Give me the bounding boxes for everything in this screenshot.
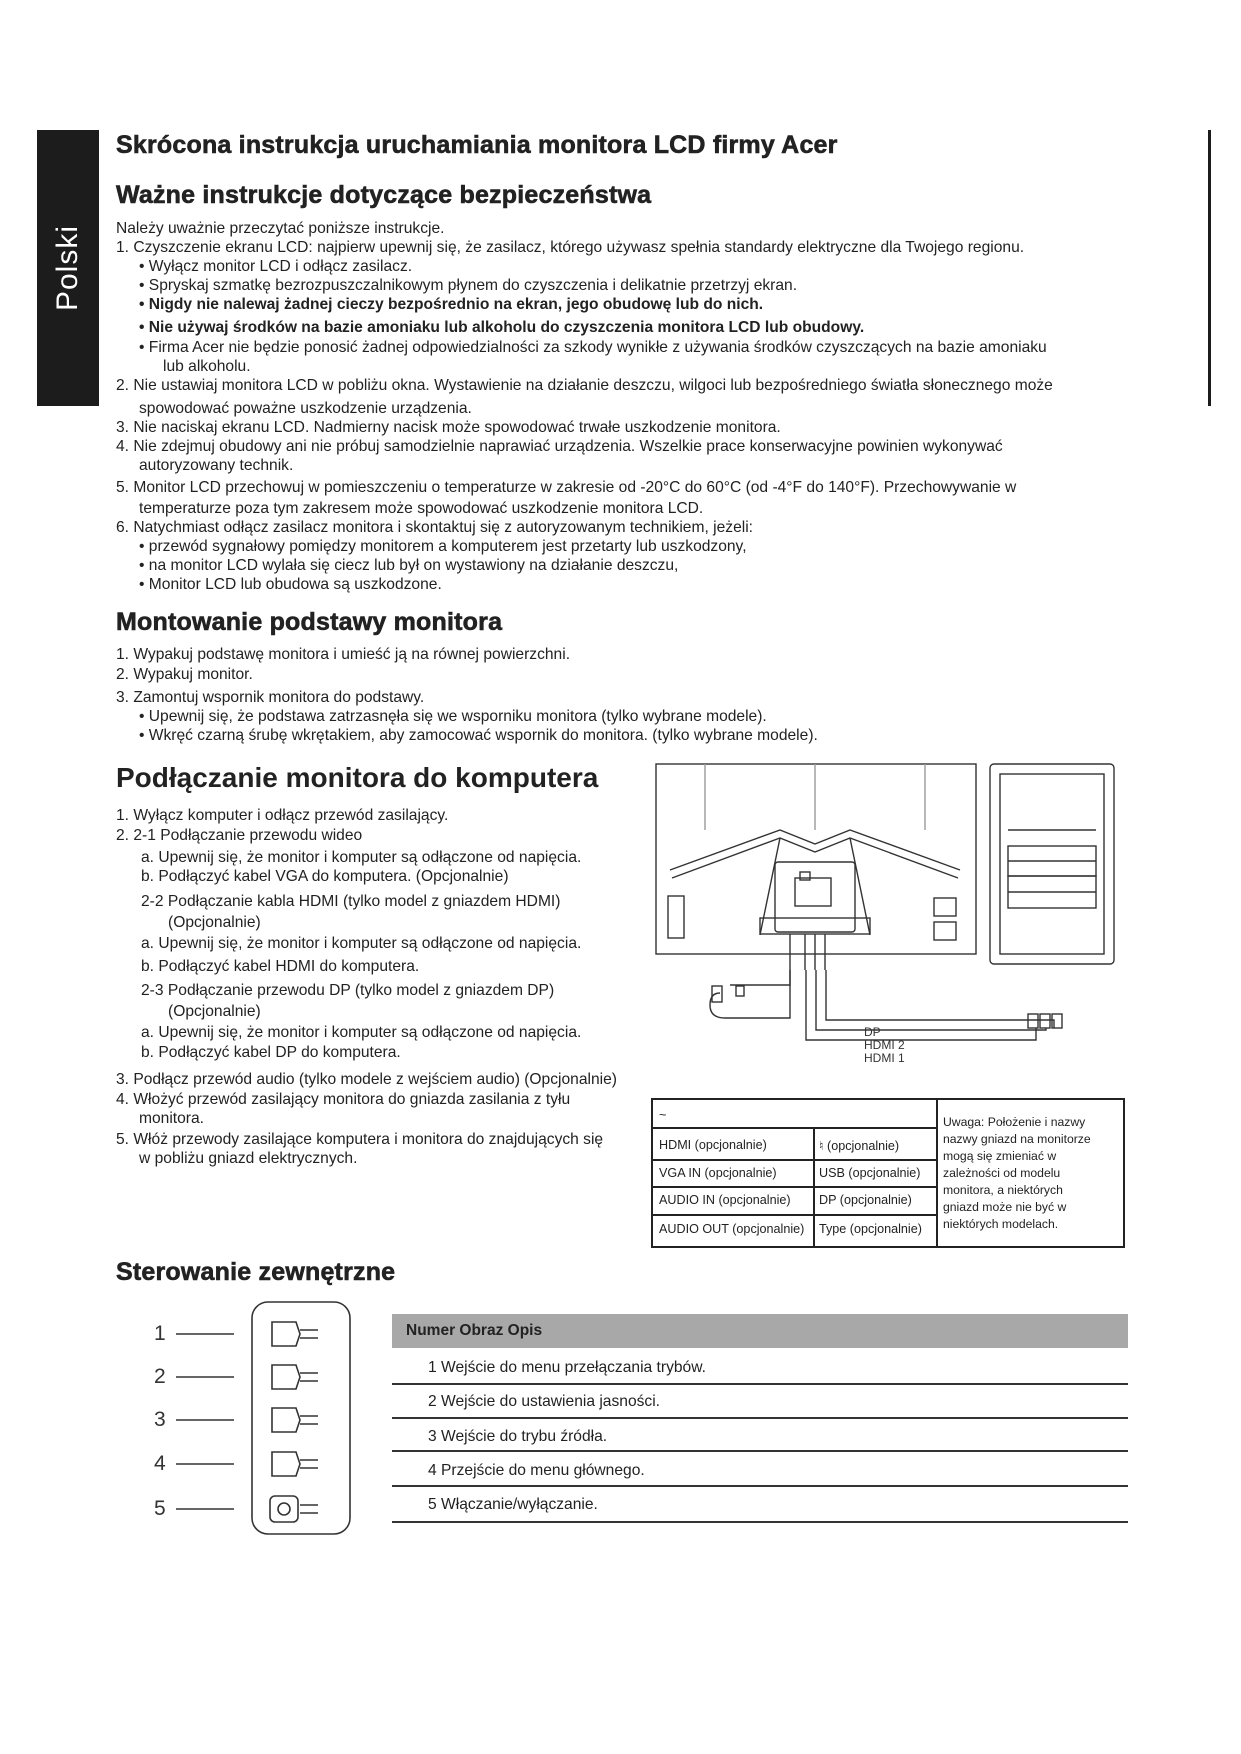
safety-item-1-bullet-5: • Firma Acer nie będzie ponosić żadnej odpowiedzialności za szkody wynikłe z używania środków czyszczących na bazie amoniaku	[139, 339, 1047, 356]
control-number: 4	[154, 1452, 166, 1475]
connect-step-5: 5. Włóż przewody zasilające komputera i monitora do znajdujących się	[116, 1131, 604, 1148]
connect-step-2-2: 2-2 Podłączanie kabla HDMI (tylko model z gniazdem HDMI)	[141, 893, 561, 910]
port-usb: USB (opcjonalnie)	[819, 1166, 921, 1180]
controls-row-divider	[392, 1521, 1128, 1523]
safety-item-2-cont: spowodować poważne uszkodzenie urządzenia.	[139, 400, 472, 417]
connect-heading: Podłączanie monitora do komputera	[116, 762, 599, 793]
control-number: 1	[154, 1322, 166, 1345]
safety-item-1-bullet-3: • Nigdy nie nalewaj żadnej cieczy bezpośrednio na ekran, jego obudowę lub do nich.	[139, 296, 764, 313]
safety-item-4-cont: autoryzowany technik.	[139, 457, 294, 474]
controls-row-3: 3 Wejście do trybu źródła.	[428, 1428, 608, 1445]
port-note-line: mogą się zmieniać w	[943, 1149, 1057, 1163]
connect-step-2: 2. 2-1 Podłączanie przewodu wideo	[116, 827, 363, 844]
connect-step-2-3b: b. Podłączyć kabel DP do komputera.	[141, 1044, 401, 1061]
safety-item-1-bullet-2: • Spryskaj szmatkę bezrozpuszczalnikowym płynem do czyszczenia i delikatnie przetrzyj ekran.	[139, 277, 798, 294]
safety-item-1-bullet-1: • Wyłącz monitor LCD i odłącz zasilacz.	[139, 258, 413, 275]
controls-row-2: 2 Wejście do ustawienia jasności.	[428, 1393, 661, 1410]
diagram-label-hdmi2: HDMI 2	[864, 1038, 905, 1052]
stand-step-3: 3. Zamontuj wspornik monitora do podstawy.	[116, 689, 425, 706]
port-note-line: Uwaga: Położenie i nazwy	[943, 1115, 1086, 1129]
port-headphone-label: (opcjonalnie)	[827, 1139, 900, 1153]
controls-row-5: 5 Włączanie/wyłączanie.	[428, 1496, 598, 1513]
connection-diagram	[650, 760, 1130, 1070]
port-table	[651, 1098, 1125, 1248]
controls-row-1: 1 Wejście do menu przełączania trybów.	[428, 1359, 706, 1376]
connect-step-2-1b: b. Podłączyć kabel VGA do komputera. (Opcjonalnie)	[141, 868, 509, 885]
language-label: Polski	[51, 224, 84, 312]
safety-item-6-bullet-1: • przewód sygnałowy pomiędzy monitorem a komputerem jest przetarty lub uszkodzony,	[139, 538, 747, 555]
port-audio-in: AUDIO IN (opcjonalnie)	[659, 1193, 791, 1207]
safety-item-4: 4. Nie zdejmuj obudowy ani nie próbuj samodzielnie naprawiać urządzenia. Wszelkie prace konserwacyjne powinien wykonywać	[116, 438, 1003, 455]
connect-step-5-cont: w pobliżu gniazd elektrycznych.	[139, 1150, 358, 1167]
stand-step-2: 2. Wypakuj monitor.	[116, 666, 253, 683]
controls-table-header-label: Numer Obraz Opis	[406, 1322, 543, 1339]
connect-step-4: 4. Włożyć przewód zasilający monitora do gniazda zasilania z tyłu	[116, 1091, 571, 1108]
port-headphone	[819, 1138, 899, 1153]
port-dp: DP (opcjonalnie)	[819, 1193, 912, 1207]
controls-heading: Sterowanie zewnętrzne	[116, 1258, 396, 1286]
stand-step-1: 1. Wypakuj podstawę monitora i umieść ją na równej powierzchni.	[116, 646, 571, 663]
safety-item-5-cont: temperaturze poza tym zakresem może spowodować uszkodzenie monitora LCD.	[139, 500, 704, 517]
safety-item-6-bullet-2: • na monitor LCD wylała się ciecz lub był on wystawiony na działanie deszczu,	[139, 557, 679, 574]
connect-step-2-3-cont: (Opcjonalnie)	[168, 1003, 261, 1020]
port-vga-in: VGA IN (opcjonalnie)	[659, 1166, 777, 1180]
connect-step-2-2-cont: (Opcjonalnie)	[168, 914, 261, 931]
port-note-line: nazwy gniazd na monitorze	[943, 1132, 1091, 1146]
port-note-line: niektórych modelach.	[943, 1217, 1059, 1231]
control-number: 2	[154, 1365, 166, 1388]
connect-step-3: 3. Podłącz przewód audio (tylko modele z wejściem audio) (Opcjonalnie)	[116, 1071, 617, 1088]
diagram-label-hdmi1: HDMI 1	[864, 1051, 905, 1065]
safety-item-1: 1. Czyszczenie ekranu LCD: najpierw upewnij się, że zasilacz, którego używasz spełnia standardy elektryczne dla Twojego regionu.	[116, 239, 1025, 256]
stand-step-3-bullet-2: • Wkręć czarną śrubę wkrętakiem, aby zamocować wspornik do monitora. (tylko wybrane modele).	[139, 727, 818, 744]
stand-step-3-bullet-1: • Upewnij się, że podstawa zatrzasnęła się we wsporniku monitora (tylko wybrane modele).	[139, 708, 767, 725]
port-note-line: zależności od modelu	[943, 1166, 1061, 1180]
connect-step-2-3a: a. Upewnij się, że monitor i komputer są odłączone od napięcia.	[141, 1024, 582, 1041]
controls-row-divider	[392, 1450, 1128, 1452]
port-audio-out: AUDIO OUT (opcjonalnie)	[659, 1222, 805, 1236]
control-number: 3	[154, 1408, 166, 1431]
safety-item-2: 2. Nie ustawiaj monitora LCD w pobliżu okna. Wystawienie na działanie deszczu, wilgoci lub bezpośredniego światła słonecznego może	[116, 377, 1053, 394]
safety-heading: Ważne instrukcje dotyczące bezpieczeństwa	[116, 181, 652, 209]
safety-item-6: 6. Natychmiast odłącz zasilacz monitora i skontaktuj się z autoryzowanym technikiem, jeżeli:	[116, 519, 753, 536]
controls-table-header	[392, 1314, 1128, 1348]
stand-heading: Montowanie podstawy monitora	[116, 608, 503, 636]
right-margin-rule	[1208, 130, 1211, 406]
connect-step-2-2a: a. Upewnij się, że monitor i komputer są odłączone od napięcia.	[141, 935, 582, 952]
safety-item-3: 3. Nie naciskaj ekranu LCD. Nadmierny nacisk może spowodować trwałe uszkodzenie monitora.	[116, 419, 781, 436]
connect-step-4-cont: monitora.	[139, 1110, 205, 1127]
controls-row-divider	[392, 1383, 1128, 1385]
connect-step-2-2b: b. Podłączyć kabel HDMI do komputera.	[141, 958, 420, 975]
port-note-line: monitora, a niektórych	[943, 1183, 1063, 1197]
port-row-power: ~	[659, 1108, 667, 1122]
safety-item-5: 5. Monitor LCD przechowuj w pomieszczeniu o temperaturze w zakresie od -20°C do 60°C (od -4°F do 140°F). Przechowywanie w	[116, 479, 1017, 496]
headphone-icon: ♮	[819, 1139, 824, 1153]
safety-intro: Należy uważnie przeczytać poniższe instrukcje.	[116, 220, 445, 237]
port-type: Type (opcjonalnie)	[819, 1222, 922, 1236]
connect-step-2-3: 2-3 Podłączanie przewodu DP (tylko model z gniazdem DP)	[141, 982, 555, 999]
control-buttons-illustration	[176, 1300, 366, 1540]
safety-item-6-bullet-3: • Monitor LCD lub obudowa są uszkodzone.	[139, 576, 442, 593]
connect-step-2-1a: a. Upewnij się, że monitor i komputer są odłączone od napięcia.	[141, 849, 582, 866]
controls-row-4: 4 Przejście do menu głównego.	[428, 1462, 645, 1479]
port-hdmi: HDMI (opcjonalnie)	[659, 1138, 767, 1152]
page-title: Skrócona instrukcja uruchamiania monitora LCD firmy Acer	[116, 131, 838, 159]
controls-row-divider	[392, 1417, 1128, 1419]
safety-item-1-bullet-5-cont: lub alkoholu.	[163, 358, 251, 375]
controls-row-divider	[392, 1485, 1128, 1487]
port-note	[943, 1114, 1091, 1233]
port-note-line: gniazd może nie być w	[943, 1200, 1067, 1214]
connect-step-1: 1. Wyłącz komputer i odłącz przewód zasilający.	[116, 807, 449, 824]
safety-item-1-bullet-4: • Nie używaj środków na bazie amoniaku lub alkoholu do czyszczenia monitora LCD lub obudowy.	[139, 319, 865, 336]
control-number: 5	[154, 1497, 166, 1520]
diagram-label-dp: DP	[864, 1025, 881, 1039]
language-label-wrap	[37, 130, 99, 406]
